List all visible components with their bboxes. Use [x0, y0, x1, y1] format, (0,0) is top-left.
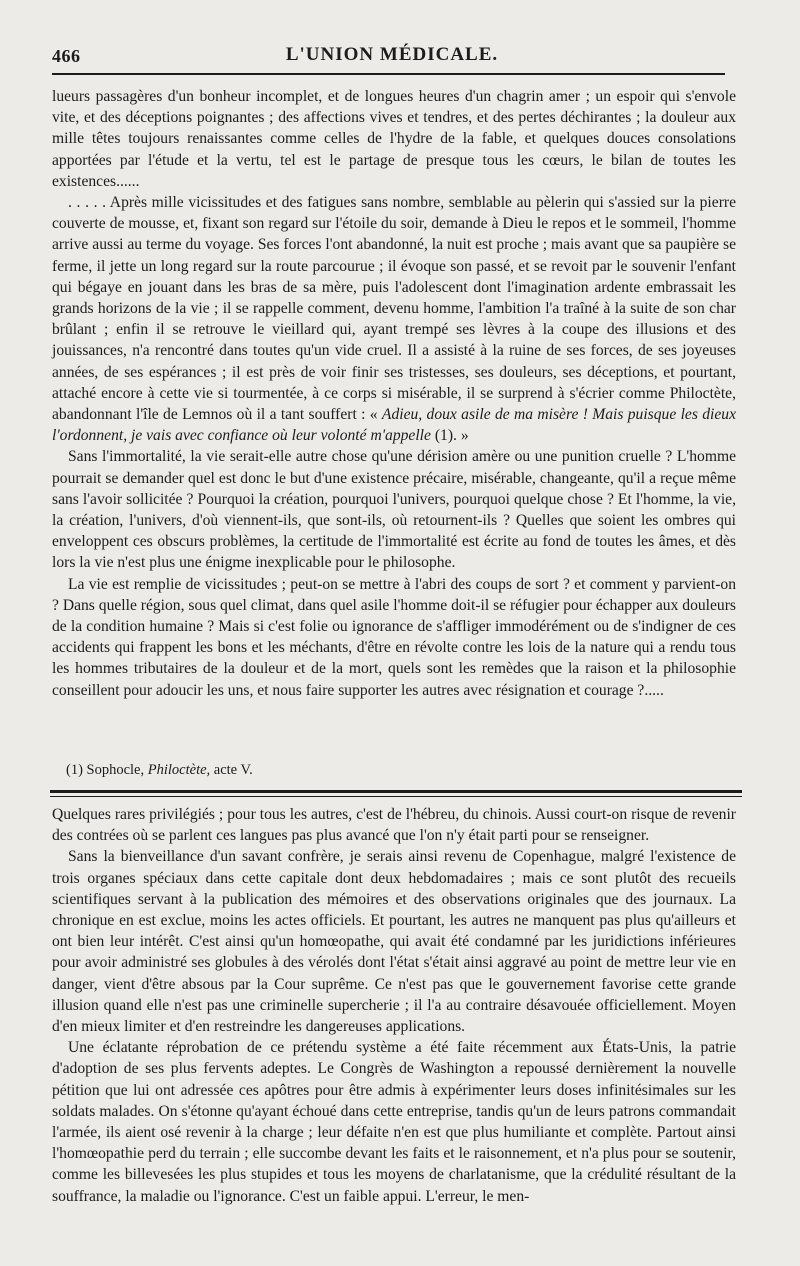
footnote-play: Philoctète, [147, 762, 211, 778]
footnote [66, 762, 253, 779]
article-paragraph: lueurs passagères d'un bonheur incomplet, et de longues heures d'un chagrin amer ; un espoir qui s'envole vite, et des déceptions poignantes ; des affections vives et tendres, et des pertes déchirantes ; la douleur aux mille têtes toujours renaissantes comme celles de l'hydre de la fable, et quelques douces consolations apportées par l'étude et la vertu, tel est le partage de presque tous les cœurs, le bilan de toutes les existences...... [52, 88, 736, 190]
main-article [52, 86, 736, 701]
page-header [52, 42, 732, 72]
feuilleton-paragraph: Une éclatante réprobation de ce prétendu système a été faite récemment aux États-Unis, la patrie d'adoption de ses plus fervents adeptes. Le Congrès de Washington a repoussé dernièrement la nouvelle pétition que lui ont adressée ces apôtres pour être admis à expérimenter leurs doses infinitésimales sur les soldats malades. On s'étonne qu'ayant échoué dans cette entreprise, tandis qu'un de leurs patrons commandait l'armée, ils aient osé revenir à la charge ; leur défaite n'en est que plus humiliante et complète. Partout ainsi l'homœopathie perd du terrain ; elle succombe devant les faits et le raisonnement, et n'a plus pour se soutenir, comme les billevesées les plus stupides et tous les moyens de charlatanisme, que la crédulité résultant de la souffrance, la maladie ou l'ignorance. C'est un faible appui. L'erreur, le men- [52, 1039, 736, 1205]
feuilleton-paragraph: Sans la bienveillance d'un savant confrère, je serais ainsi revenu de Copenhague, malgré l'existence de trois organes spéciaux dans cette capitale dont deux hebdomadaires ; mais ce sont plutôt des recueils scientifiques servant à la publication des mémoires et des observations originales que des journaux. La chronique en est exclue, moins les actes officiels. Et pourtant, les autres ne manquent pas plus qu'ailleurs et ont bien leur intérêt. C'est ainsi qu'un homœopathe, qui avait été condamné par les juridictions inférieures pour avoir administré ses globules à des vérolés dont l'état s'était ainsi aggravé au point de mettre leur vie en danger, vient d'être absous par la Cour suprême. Ce n'est pas que le gouvernement favorise cette grande illusion quand elle n'est pas une criminelle supercherie ; il l'a au contraire désavouée officiellement. Moyen d'en mieux limiter et d'en restreindre les dangereuses applications. [52, 848, 736, 1036]
philoctetes-quote: Adieu, doux asile de ma misère ! Mais puisque les dieux l'ordonnent, je vais avec confiance où leur volonté m'appelle [52, 406, 737, 445]
running-title: L'UNION MÉDICALE. [285, 44, 499, 65]
article-paragraph [52, 192, 736, 446]
page-number: 466 [52, 46, 81, 66]
header-rule [52, 73, 725, 75]
article-paragraph: Sans l'immortalité, la vie serait-elle autre chose qu'une dérision amère ou une punition cruelle ? L'homme pourrait se demander quel est donc le but d'une existence précaire, misérable, changeante, qu'il a reçue même sans l'avoir sollicitée ? Pourquoi la création, pourquoi l'univers, pourquoi quelque chose ? Et l'homme, la vie, la création, l'univers, d'où viennent-ils, que sont-ils, où retournent-ils ? Quelles que soient les ombres qui enveloppent ces obscurs problèmes, la certitude de l'immortalité est écrite au fond de toutes les âmes, et dès lors la vie n'est plus une énigme inexplicable pour le philosophe. [52, 448, 736, 572]
paragraph-text: . . . . . Après mille vicissitudes et des fatigues sans nombre, semblable au pèlerin qui s'assied sur la pierre couverte de mousse, et, fixant son regard sur l'étoile du soir, demande à Dieu le repos et le sommeil, l'homme arrive aussi au terme du voyage. Ses forces l'ont abandonné, la nuit est proche ; mais avant que sa paupière se ferme, il jette un long regard sur la route parcourue ; il évoque son passé, et se revoit par le souvenir l'enfant qui bégaye en jouant dans les bras de sa mère, puis l'adolescent dont l'imagination ardente embrassait les grands horizons de la vie ; il se rappelle comment, devenu homme, l'ambition l'a traîné à la suite de son char brûlant ; enfin il se retrouve le vieillard qui, ayant trempé ses lèvres à la coupe des illusions et des jouissances, n'a rencontré dans toutes qu'un vide cruel. Il a assisté à la ruine de ses forces, de ses joyeuses années, de ses espérances ; il est près de voir finir ses tristesses, ses douleurs, ses déceptions, et pourtant, attaché encore à cette vie si tourmentée, à ce corps si misérable, il se surprend à s'écrier comme Philoctète, abandonnant l'île de Lemnos où il a tant souffert : « [52, 194, 736, 424]
separator-thick-rule [50, 790, 742, 793]
footnote-ref: (1). » [434, 427, 469, 445]
feuilleton-paragraph: Quelques rares privilégiés ; pour tous les autres, c'est de l'hébreu, du chinois. Aussi court-on risque de revenir des contrées où se parlent ces langues pas plus avancé que l'on n'y était parti pour se renseigner. [52, 806, 736, 845]
footnote-author: (1) Sophocle, [66, 762, 145, 778]
footnote-act: acte V. [213, 762, 253, 778]
article-paragraph: La vie est remplie de vicissitudes ; peut-on se mettre à l'abri des coups de sort ? et comment y parvient-on ? Dans quelle région, sous quel climat, dans quel asile l'homme doit-il se réfugier pour échapper aux douleurs de la condition humaine ? Mais si c'est folie ou ignorance de s'affliger immodérément ou de s'indigner de ces accidents qui frappent les bons et les méchants, d'être en révolte contre les lois de la nature qui a rendu tous les hommes tributaires de la douleur et de la mort, quels sont les remèdes que la raison et la philosophie conseillent pour adoucir les uns, et nous faire supporter les autres avec résignation et courage ?..... [52, 575, 736, 699]
separator-thin-rule [50, 796, 742, 797]
feuilleton-separator [50, 790, 742, 797]
feuilleton-column [52, 804, 736, 1207]
